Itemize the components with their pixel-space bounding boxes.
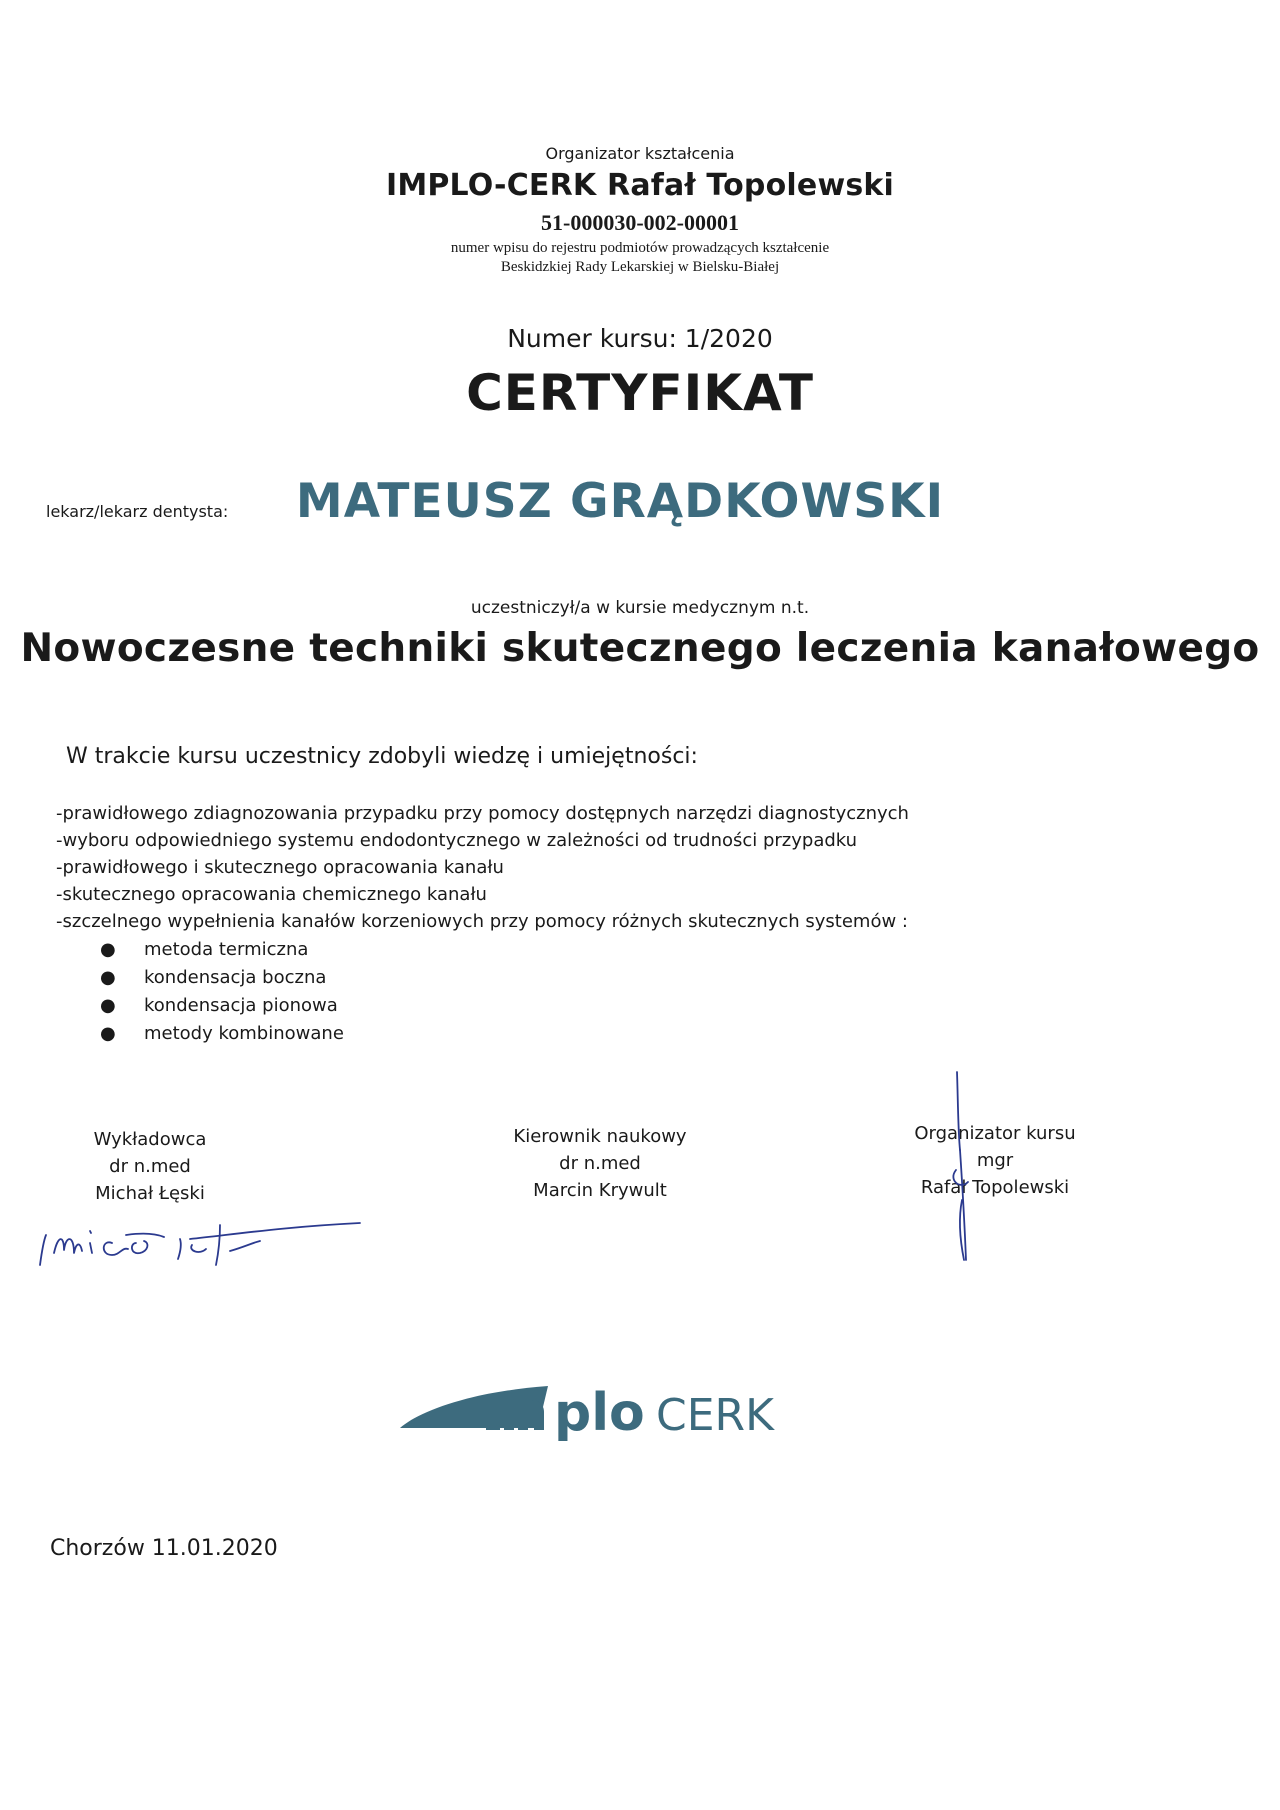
signature-degree: mgr [976, 1150, 1014, 1171]
registry-description-line-1: numer wpisu do rejestru podmiotów prowadzących kształcenie [450, 240, 830, 256]
logo-letter-m [504, 1400, 544, 1430]
method-label: metoda termiczna [144, 939, 309, 960]
logo-text-plo: plo [554, 1383, 645, 1442]
method-label: kondensacja boczna [144, 967, 327, 988]
logo-letter-i [486, 1400, 500, 1430]
skill-item: -wyboru odpowiedniego systemu endodontycznego w zależności od trudności przypadku [56, 830, 858, 851]
signature-name: Michał Łęski [95, 1183, 205, 1204]
course-number: Numer kursu: 1/2020 [507, 324, 773, 353]
signature-role: Wykładowca [93, 1129, 207, 1150]
handwritten-signature-organizer [940, 1070, 1000, 1270]
place-and-date: Chorzów 11.01.2020 [50, 1536, 278, 1561]
method-item [96, 992, 344, 1020]
bullet-icon: ● [100, 1023, 116, 1044]
method-label: metody kombinowane [144, 1023, 344, 1044]
bullet-icon: ● [100, 939, 116, 960]
signature-block-scientific-head [500, 1123, 700, 1204]
method-item [96, 936, 344, 964]
signature-role: Organizator kursu [914, 1123, 1076, 1144]
bullet-icon: ● [100, 995, 116, 1016]
implocerk-logo [398, 1362, 838, 1442]
logo-text-cerk: CERK [656, 1390, 774, 1441]
registry-description-line-2: Beskidzkiej Rady Lekarskiej w Bielsku-Białej [500, 259, 780, 275]
signature-degree: dr n.med [109, 1156, 191, 1177]
skill-item: -skutecznego opracowania chemicznego kanału [56, 884, 487, 905]
method-item [96, 964, 344, 992]
handwritten-signature-lecturer [30, 1195, 370, 1285]
signature-name: Rafał Topolewski [920, 1177, 1070, 1198]
doctor-label: lekarz/lekarz dentysta: [46, 502, 229, 521]
skills-list [56, 800, 909, 935]
signature-role: Kierownik naukowy [513, 1126, 687, 1147]
participant-name: MATEUSZ GRĄDKOWSKI [295, 474, 945, 529]
skill-item: -prawidłowego zdiagnozowania przypadku przy pomocy dostępnych narzędzi diagnostycznych [56, 803, 909, 824]
signature-degree: dr n.med [559, 1153, 641, 1174]
skills-intro: W trakcie kursu uczestnicy zdobyli wiedzę i umiejętności: [66, 744, 698, 769]
certificate-title: CERTYFIKAT [466, 364, 814, 422]
signature-name: Marcin Krywult [533, 1180, 667, 1201]
method-label: kondensacja pionowa [144, 995, 338, 1016]
bullet-icon: ● [100, 967, 116, 988]
participation-text: uczestniczył/a w kursie medycznym n.t. [470, 598, 810, 618]
methods-list [96, 936, 344, 1048]
skill-item: -szczelnego wypełnienia kanałów korzeniowych przy pomocy różnych skutecznych systemów : [56, 911, 908, 932]
organizer-label: Organizator kształcenia [545, 144, 735, 163]
organizer-name: IMPLO-CERK Rafał Topolewski [385, 168, 895, 203]
method-item [96, 1020, 344, 1048]
registry-number: 51-000030-002-00001 [541, 210, 739, 235]
skill-item: -prawidłowego i skutecznego opracowania kanału [56, 857, 504, 878]
course-title: Nowoczesne techniki skutecznego leczenia kanałowego [20, 626, 1260, 671]
